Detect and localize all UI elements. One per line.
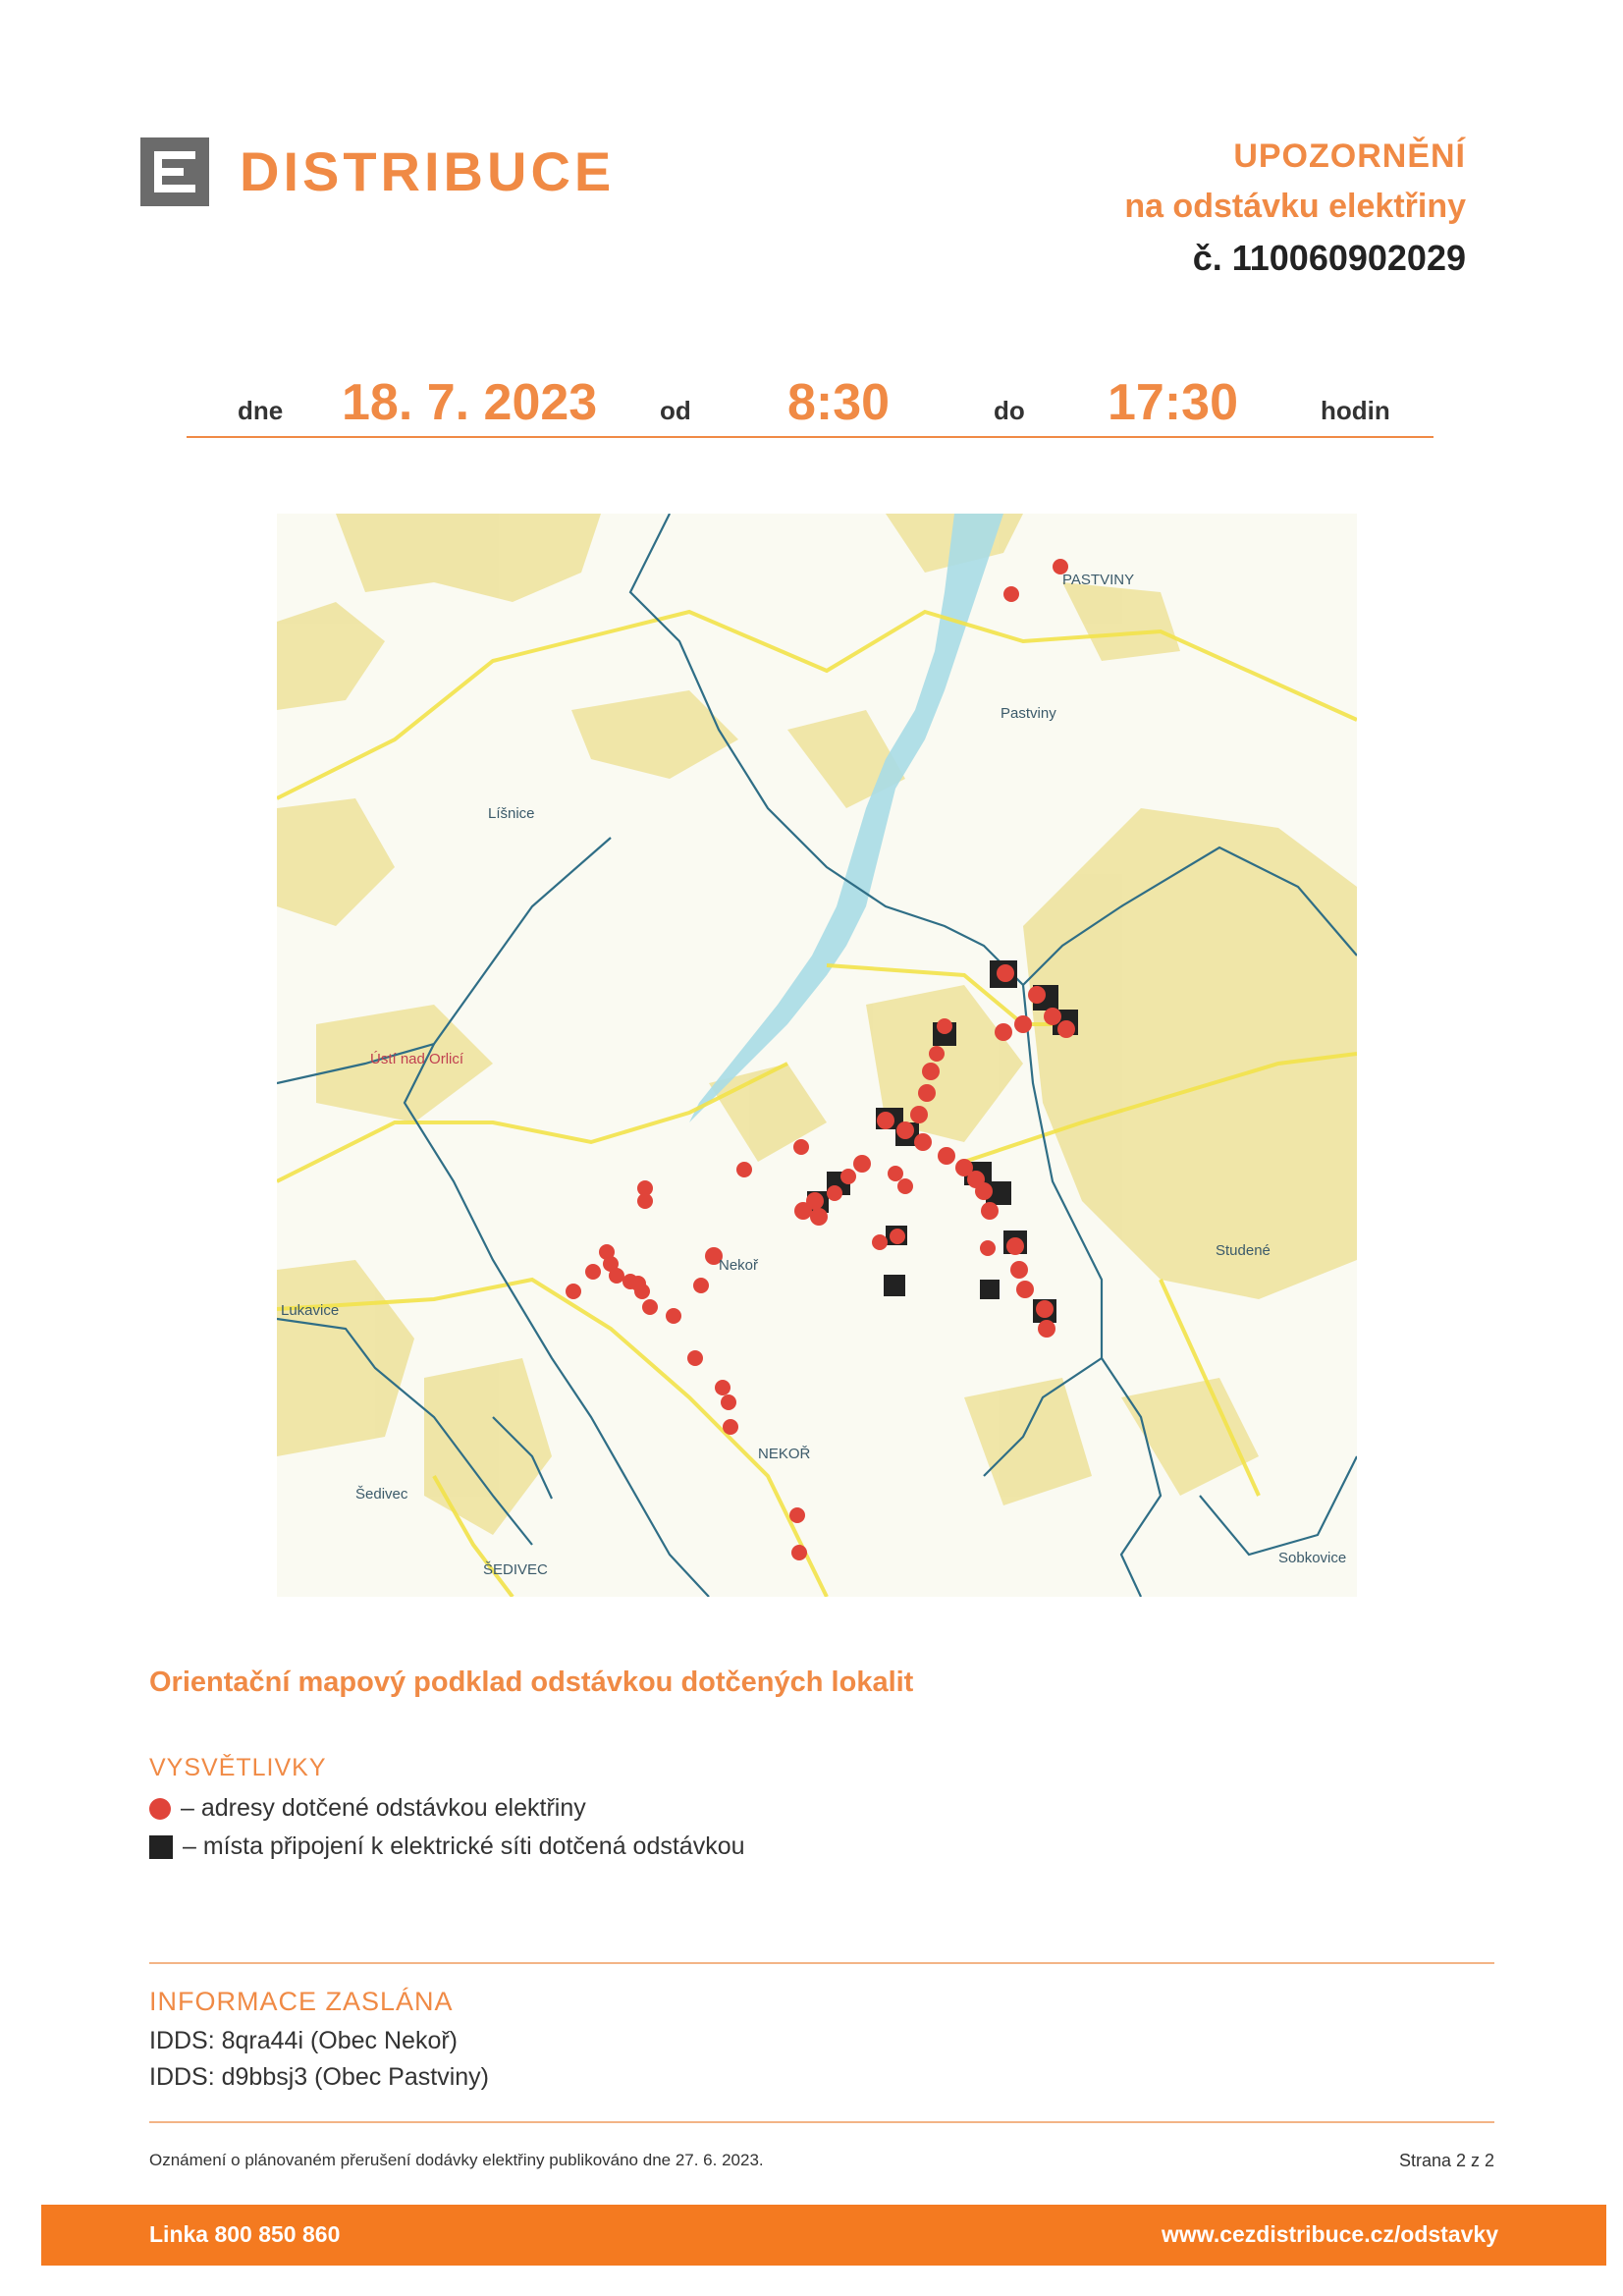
- info-row-pastviny: IDDS: d9bbsj3 (Obec Pastviny): [149, 2063, 489, 2091]
- logo-text: DISTRIBUCE: [240, 140, 616, 202]
- legend-item-points: [149, 1832, 745, 1861]
- legend-addresses-text: – adresy dotčené odstávkou elektřiny: [181, 1794, 586, 1822]
- time-from: 8:30: [787, 374, 891, 431]
- map-label-sedivec: Šedivec: [355, 1486, 408, 1503]
- publication-note: Oznámení o plánovaném přerušení dodávky elektřiny publikováno dne 27. 6. 2023.: [149, 2151, 764, 2169]
- from-label: od: [660, 396, 691, 425]
- map-caption: Orientační mapový podklad odstávkou dotčených lokalit: [149, 1667, 914, 1698]
- notice-header: [1124, 137, 1466, 279]
- footer-bar: [41, 2205, 1606, 2266]
- notice-title: UPOZORNĚNÍ: [1233, 137, 1466, 175]
- cez-logo-icon: [140, 137, 209, 206]
- outage-map: [277, 514, 1357, 1597]
- map-label-lisnice: Líšnice: [488, 805, 535, 822]
- to-label: do: [994, 396, 1025, 425]
- hours-label: hodin: [1321, 396, 1390, 425]
- time-to: 17:30: [1108, 374, 1238, 431]
- map-label-sedivec-small: ŠEDIVEC: [483, 1561, 548, 1578]
- legend-points-text: – místa připojení k elektrické síti dotčená odstávkou: [183, 1832, 745, 1860]
- date-label: dne: [238, 396, 284, 425]
- info-row-nekor: IDDS: 8qra44i (Obec Nekoř): [149, 2027, 459, 2054]
- red-dot-icon: [149, 1798, 171, 1820]
- divider: [149, 2121, 1494, 2123]
- legend-title: VYSVĚTLIVKY: [149, 1754, 327, 1781]
- notice-number: č. 110060902029: [1192, 238, 1466, 278]
- phone-line: Linka 800 850 860: [149, 2221, 341, 2247]
- website-link[interactable]: www.cezdistribuce.cz/odstavky: [1162, 2221, 1498, 2247]
- map-label-pastviny: Pastviny: [1001, 705, 1056, 722]
- outage-date: 18. 7. 2023: [342, 374, 598, 431]
- divider: [149, 1962, 1494, 1964]
- notice-subtitle: na odstávku elektřiny: [1124, 188, 1466, 225]
- legend-item-addresses: [149, 1794, 586, 1823]
- map-label-nekor-small: NEKOŘ: [758, 1446, 811, 1462]
- map-label-sobkovice: Sobkovice: [1278, 1550, 1347, 1566]
- black-square-icon: [149, 1835, 173, 1859]
- outage-date-row: [187, 363, 1434, 438]
- map-label-studene: Studené: [1216, 1242, 1271, 1259]
- map-label-usti: Ústí nad Orlicí: [370, 1051, 464, 1067]
- info-title: INFORMACE ZASLÁNA: [149, 1987, 454, 2016]
- map-label-nekor: Nekoř: [719, 1257, 759, 1274]
- page-number: Strana 2 z 2: [1398, 2151, 1494, 2170]
- map-label-pastviny-small: PASTVINY: [1062, 572, 1135, 588]
- map-label-lukavice: Lukavice: [281, 1302, 340, 1319]
